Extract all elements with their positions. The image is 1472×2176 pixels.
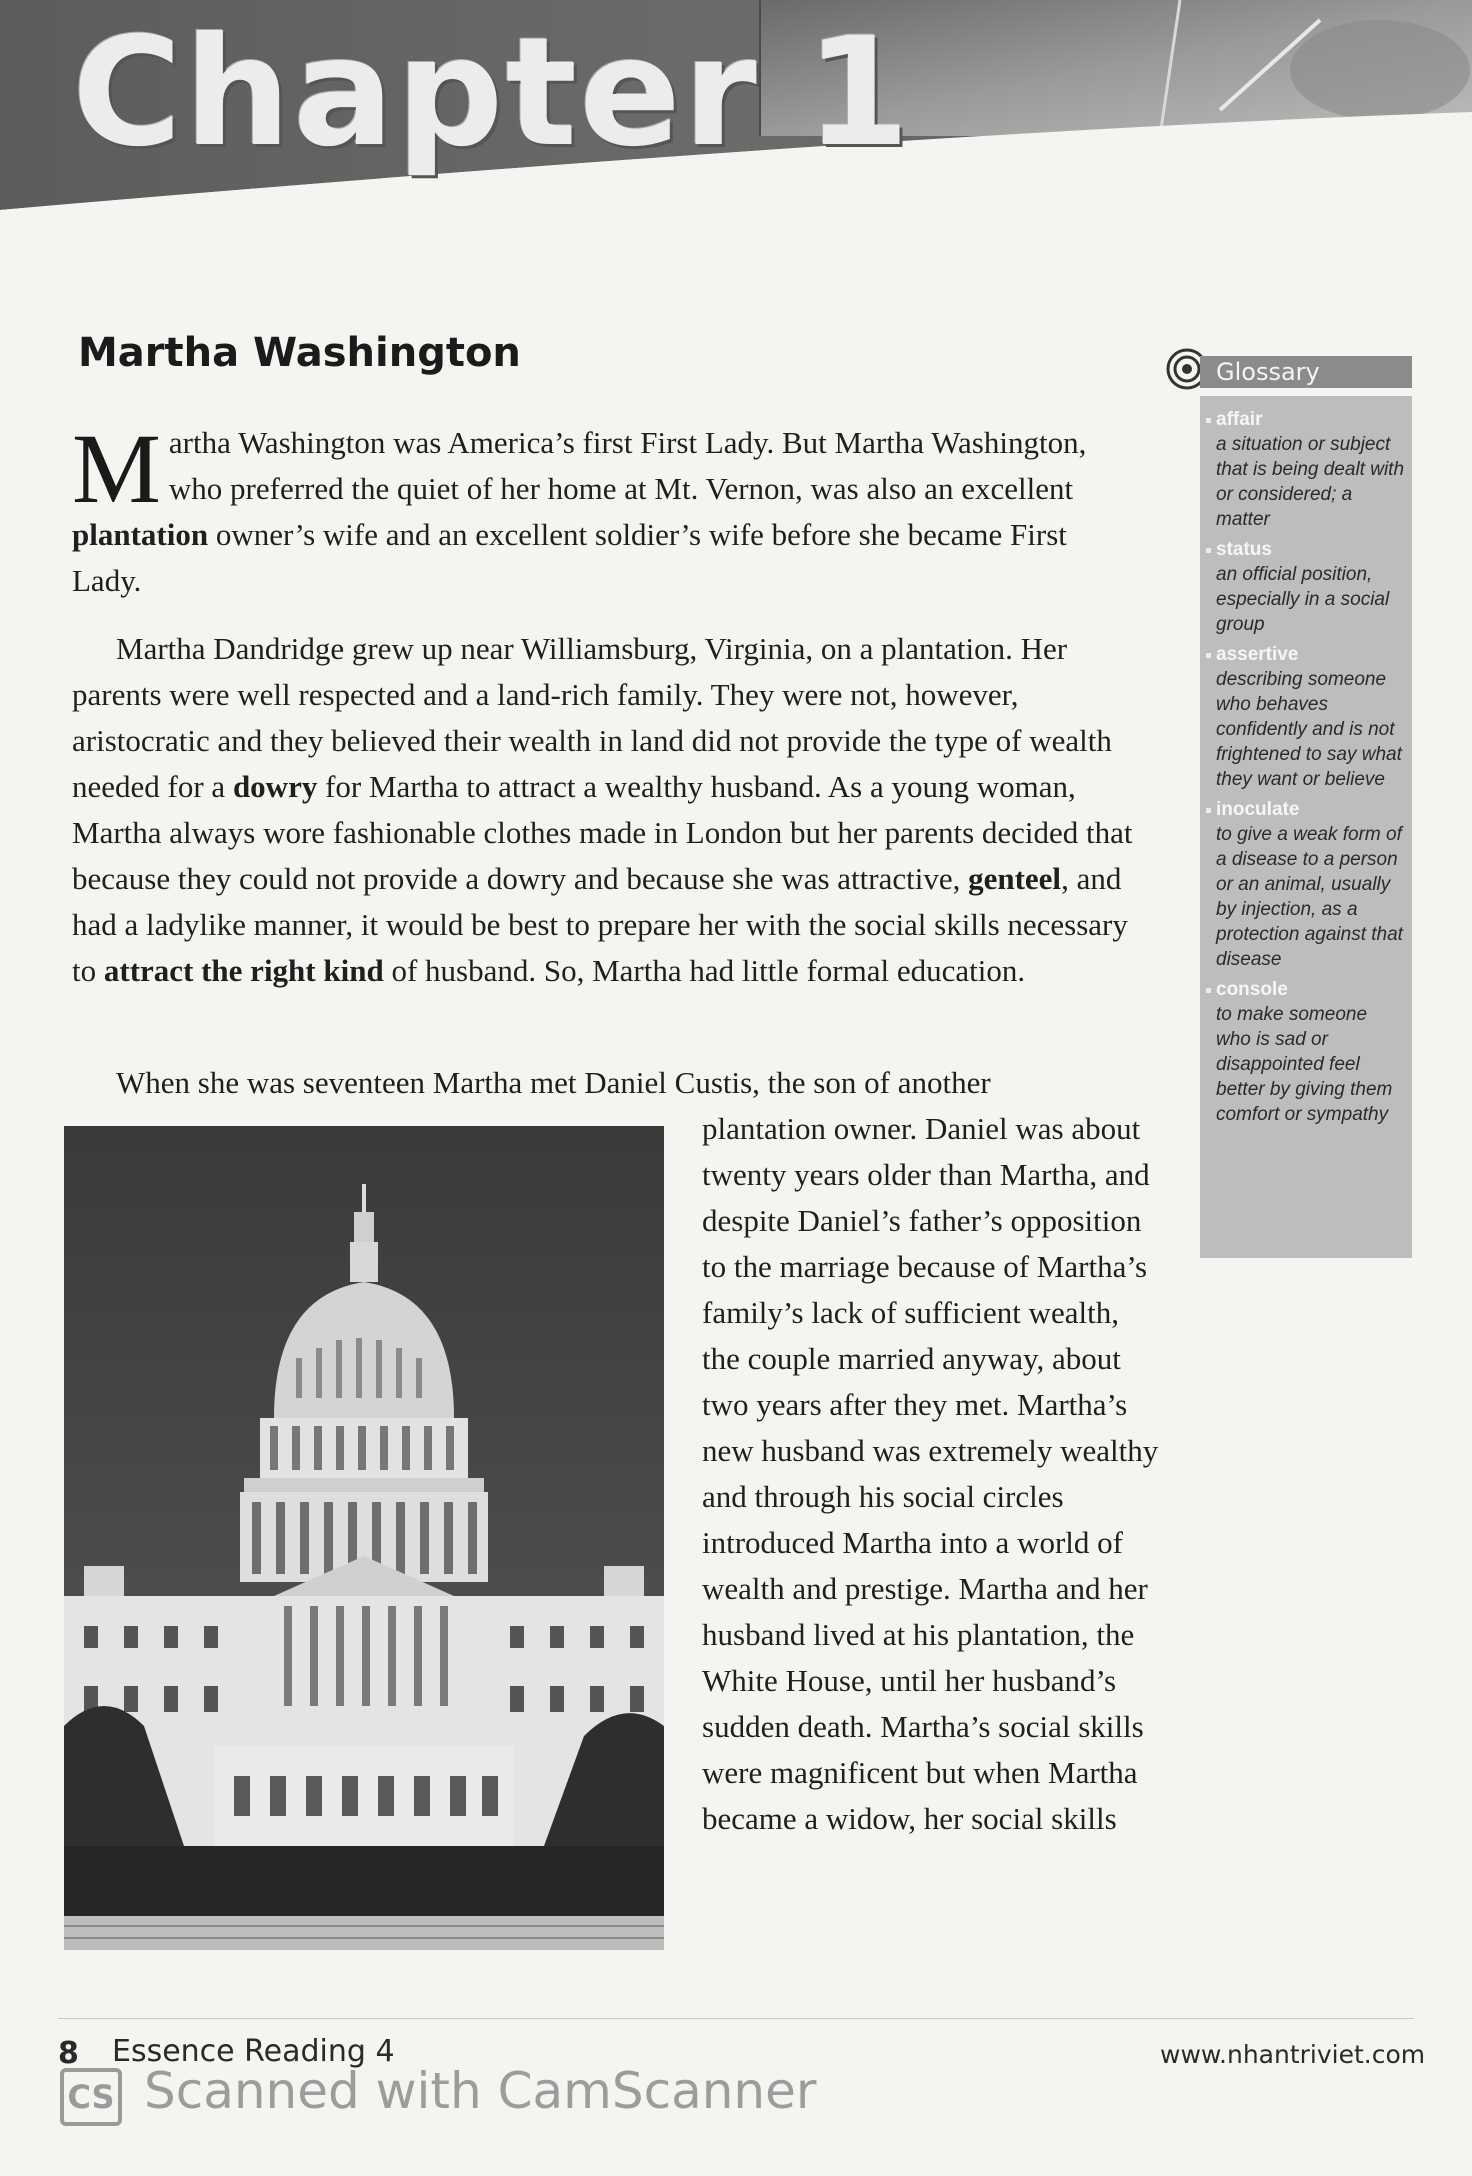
- capitol-building-image: [64, 1126, 664, 1950]
- glossary-term: affair: [1216, 408, 1406, 432]
- glossary-panel: [1200, 396, 1412, 1258]
- chapter-word: Chapter: [72, 6, 759, 180]
- text-run: of husband. So, Martha had little formal education.: [383, 953, 1026, 988]
- glossary-term: inoculate: [1216, 798, 1406, 822]
- glossary-header: [1166, 348, 1412, 388]
- paragraph-2: [72, 626, 1134, 994]
- capitol-photo: [64, 1126, 664, 1950]
- glossary-definition: describing someone who behaves confidently and is not frightened to say what they want or believe: [1216, 669, 1402, 790]
- glossary-term: status: [1216, 538, 1406, 562]
- paragraph-3-first-line: When she was seventeen Martha met Daniel Custis, the son of another: [116, 1065, 991, 1100]
- glossary-item: [1216, 643, 1406, 792]
- camscanner-watermark: Scanned with CamScanner: [144, 2062, 817, 2120]
- bold-term: plantation: [72, 517, 209, 552]
- paragraph-3-column: plantation owner. Daniel was about twenty years older than Martha, and despite Daniel’s father’s opposition to the marriage because of Martha’s family’s lack of sufficient wealth, the couple married anyway, about two years after they met. Martha’s new husband was extremely wealthy and through his social circles introduced Martha into a world of wealth and prestige. Martha and her husband lived at his plantation, the White House, until her husband’s sudden death. Martha’s social skills were magnificent but when Martha became a widow, her social skills: [702, 1111, 1159, 1836]
- text-run: for Martha to attract a wealthy husband. As a young woman, Martha always wore fashionable clothes made in London but her parents decided that because they could not provide a dowry and because she was attractive,: [72, 769, 1133, 896]
- glossary-item: [1216, 978, 1406, 1127]
- glossary-term: assertive: [1216, 643, 1406, 667]
- glossary-heading: Glossary: [1200, 356, 1412, 388]
- drop-cap: M: [72, 413, 161, 524]
- bold-term: dowry: [232, 769, 318, 804]
- glossary-definition: a situation or subject that is being dealt with or considered; a matter: [1216, 434, 1405, 530]
- glossary-definition: to give a weak form of a disease to a person or an animal, usually by injection, as a protection against that disease: [1216, 824, 1403, 970]
- bold-term: attract the right kind: [103, 953, 384, 988]
- glossary-definition: an official position, especially in a social group: [1216, 564, 1390, 635]
- chapter-number: 1: [805, 6, 912, 180]
- camscanner-logo: CS: [60, 2068, 122, 2126]
- footer-divider: [58, 2018, 1414, 2019]
- paragraph-1: [72, 413, 1134, 604]
- text-run: Martha Dandridge grew up near Williamsburg, Virginia, on a plantation. Her parents were well respected and a land-rich family. They were not, however, aristocratic and they believed their wealth in land did not provide the type of wealth needed for a: [72, 631, 1112, 804]
- page-number: 8: [58, 2036, 79, 2071]
- chapter-title: [72, 6, 912, 180]
- bold-term: genteel: [968, 861, 1062, 896]
- publisher-website: www.nhantriviet.com: [1160, 2040, 1426, 2069]
- text-run: artha Washington was America’s first First Lady. But Martha Washington, who preferred the quiet of her home at Mt. Vernon, was also an excellent: [168, 425, 1087, 506]
- glossary-term: console: [1216, 978, 1406, 1002]
- glossary-item: [1216, 408, 1406, 532]
- glossary-item: [1216, 798, 1406, 972]
- text-run: owner’s wife and an excellent soldier’s wife before she became First Lady.: [72, 517, 1067, 598]
- article-title: Martha Washington: [78, 330, 521, 376]
- chapter-banner: [0, 0, 1472, 215]
- glossary-item: [1216, 538, 1406, 637]
- text-run: , and had a ladylike manner, it would be best to prepare her with the social skills necessary to: [72, 861, 1128, 988]
- book-title: Essence Reading 4: [112, 2034, 395, 2069]
- glossary-definition: to make someone who is sad or disappointed feel better by giving them comfort or sympathy: [1216, 1004, 1393, 1125]
